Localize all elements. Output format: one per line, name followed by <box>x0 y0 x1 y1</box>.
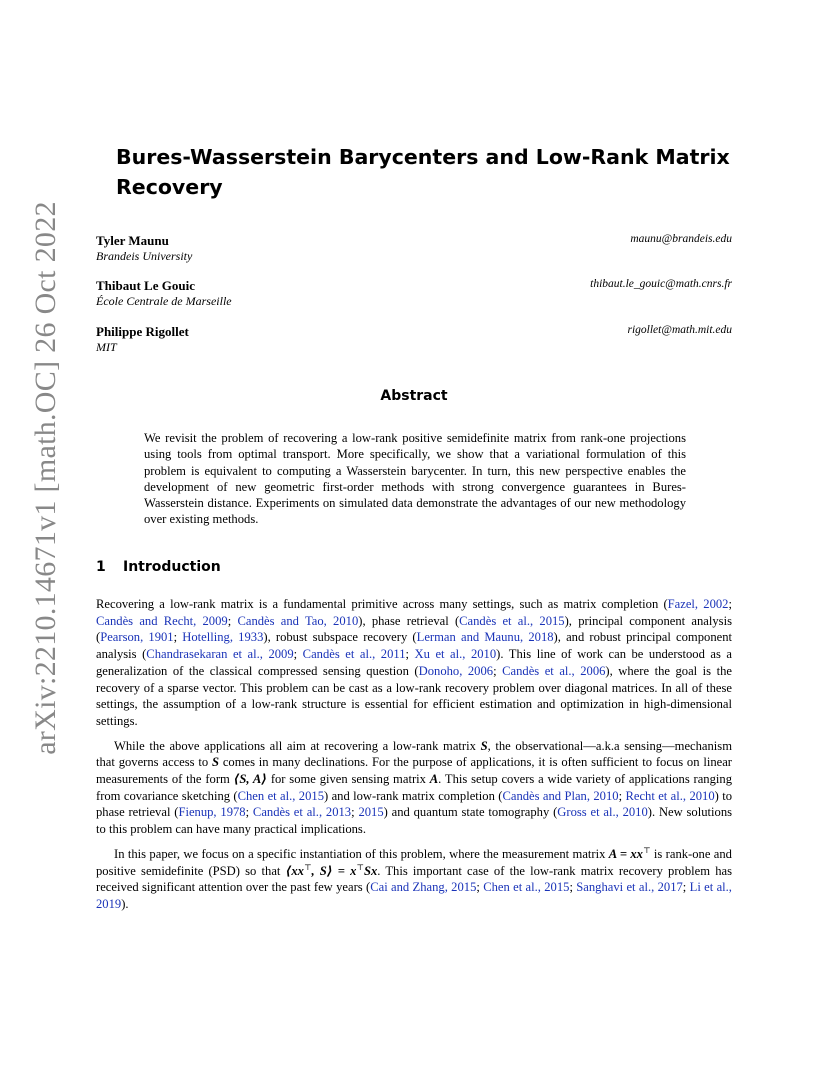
author-block <box>96 278 736 309</box>
arxiv-identifier <box>0 0 80 1072</box>
paragraph: Recovering a low-rank matrix is a fundamental primitive across many settings, such as matrix completion (Fazel, 2002; Candès and Recht, 2009; Candès and Tao, 2010), phase retrieval (Candès et al., 2015), principal component analysis (Pearson, 1901; Hotelling, 1933), robust subspace recovery (Lerman and Maunu, 2018), and robust principal component analysis (Chandrasekaran et al., 2009; Candès et al., 2011; Xu et al., 2010). This line of work can be understood as a generalization of the classical compressed sensing question (Donoho, 2006; Candès et al., 2006), where the goal is the recovery of a sparse vector. This problem can be cast as a low-rank recovery problem over diagonal matrices. In all of these settings, the assumption of a low-rank structure is essential for efficient estimation and optimization in high-dimensional settings. <box>96 597 733 728</box>
citation-link[interactable]: Chen et al., 2015 <box>483 880 570 895</box>
author-name: Tyler Maunu <box>96 233 169 248</box>
abstract-heading: Abstract <box>380 388 448 404</box>
paragraph: In this paper, we focus on a specific instantiation of this problem, where the measurement matrix A = xx⊤ is rank-one and positive semidefinite (PSD) so that ⟨xx⊤, S⟩ = x⊤Sx. This important case of the low-rank matrix recovery problem has received significant attention over the past few years (Cai and Zhang, 2015; Chen et al., 2015; Sanghavi et al., 2017; Li et al., 2019). <box>96 845 732 911</box>
citation-link[interactable]: Sanghavi et al., 2017 <box>576 880 683 895</box>
author-email[interactable]: rigollet@math.mit.edu <box>627 324 732 336</box>
arxiv-identifier-text: arXiv:2210.14671v1 [math.OC] 26 Oct 2022 <box>29 201 62 755</box>
math-symbol: S <box>480 738 488 753</box>
citation-link[interactable]: Li et al., 2019 <box>96 880 732 911</box>
citation-link[interactable]: Recht et al., 2010 <box>625 788 715 803</box>
citation-link[interactable]: Candès and Recht, 2009 <box>96 613 228 628</box>
citation-link[interactable]: Xu et al., 2010 <box>414 647 497 662</box>
introduction-body <box>96 596 732 921</box>
author-affiliation: Brandeis University <box>96 249 193 263</box>
citation-link[interactable]: Donoho, 2006 <box>418 663 494 678</box>
citation-link[interactable]: Gross et al., 2010 <box>557 805 648 820</box>
math-expression: ⟨S, A⟩ <box>233 772 268 787</box>
citation-link[interactable]: Chandrasekaran et al., 2009 <box>146 647 294 662</box>
author-affiliation: École Centrale de Marseille <box>96 294 232 308</box>
math-expression: ⟨xx <box>285 863 304 878</box>
citation-link[interactable]: Lerman and Maunu, 2018 <box>416 630 554 645</box>
citation-link[interactable]: Candès and Tao, 2010 <box>237 613 359 628</box>
author-name: Thibaut Le Gouic <box>96 278 195 293</box>
author-block <box>96 324 736 355</box>
section-number: 1 <box>96 559 106 575</box>
citation-link[interactable]: Hotelling, 1933 <box>182 630 264 645</box>
citation-link[interactable]: Candès et al., 2011 <box>302 647 406 662</box>
paper-title: Bures-Wasserstein Barycenters and Low-Rank Matrix Recovery <box>116 145 730 199</box>
citation-link[interactable]: Candès et al., 2015 <box>459 613 565 628</box>
citation-link[interactable]: Fazel, 2002 <box>667 597 729 611</box>
math-expression: , S⟩ = x <box>311 863 357 878</box>
section-title: Introduction <box>123 559 221 575</box>
author-affiliation: MIT <box>96 340 117 354</box>
author-name: Philippe Rigollet <box>96 324 189 339</box>
author-block <box>96 233 736 264</box>
paragraph: While the above applications all aim at recovering a low-rank matrix S, the observational—a.k.a sensing—mechanism that governs access to S comes in many declinations. For the purpose of applications, it is often sufficient to focus on linear measurements of the form ⟨S, A⟩ for some given sensing matrix A. This setup covers a wide variety of applications ranging from covariance sketching (Chen et al., 2015) and low-rank matrix completion (Candès and Plan, 2010; Recht et al., 2010) to phase retrieval (Fienup, 1978; Candès et al., 2013; 2015) and quantum state tomography (Gross et al., 2010). New solutions to this problem can have many practical implications. <box>96 738 733 837</box>
citation-link[interactable]: Cai and Zhang, 2015 <box>370 880 477 895</box>
math-expression: Sx <box>363 863 378 878</box>
citation-link[interactable]: Candès et al., 2013 <box>252 805 352 820</box>
citation-link[interactable]: Candès et al., 2006 <box>502 663 606 678</box>
author-email[interactable]: maunu@brandeis.edu <box>630 233 732 245</box>
math-expression: A = xx <box>608 846 643 861</box>
citation-link[interactable]: Chen et al., 2015 <box>237 788 324 803</box>
math-symbol: A <box>429 772 439 787</box>
citation-link[interactable]: Pearson, 1901 <box>100 630 174 645</box>
math-symbol: S <box>211 755 219 770</box>
citation-link[interactable]: Candès and Plan, 2010 <box>502 788 619 803</box>
citation-link[interactable]: Fienup, 1978 <box>178 805 246 820</box>
abstract-text: We revisit the problem of recovering a low-rank positive semidefinite matrix from rank-one projections using tools from optimal transport. More specifically, we show that a variational formulation of this problem is equivalent to computing a Wasserstein barycenter. In turn, this new perspective enables the development of new geometric first-order methods with strong convergence guarantees in Bures-Wasserstein distance. Experiments on simulated data demonstrate the advantages of our new methodology over existing methods. <box>144 431 686 527</box>
section-heading <box>96 559 221 575</box>
author-email[interactable]: thibaut.le_gouic@math.cnrs.fr <box>590 278 732 290</box>
citation-link[interactable]: 2015 <box>358 805 384 820</box>
